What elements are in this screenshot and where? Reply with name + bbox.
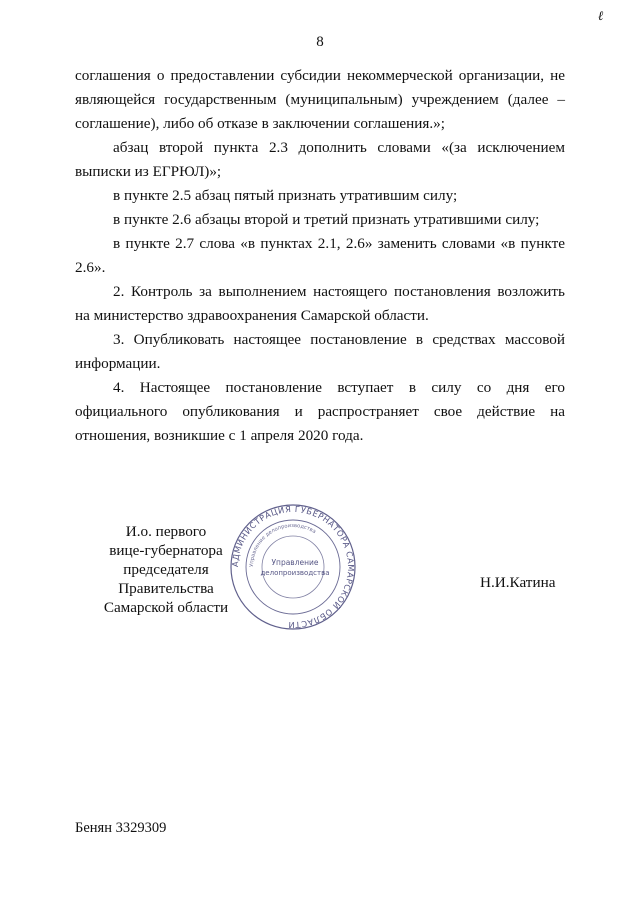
paragraph: в пункте 2.5 абзац пятый признать утратившим силу; — [113, 187, 458, 204]
paragraph-continuation: соглашения о предоставлении субсидии некоммерческой организации, не являющейся государственным (муниципальным) учреждением (далее – соглашение), либо об отказе в заключении соглашения.»; — [75, 67, 565, 132]
signatory-title-line: вице-губернатора — [109, 542, 223, 559]
corner-handwritten-mark: ℓ — [598, 8, 604, 23]
executor-contact: Бенян 3329309 — [75, 820, 167, 836]
signatory-title-line: Самарской области — [103, 599, 229, 616]
paragraph: в пункте 2.7 слова «в пунктах 2.1, 2.6» заменить словами «в пункте 2.6». — [75, 235, 565, 276]
official-seal-stamp — [229, 503, 357, 631]
paragraph-item-2: 2. Контроль за выполнением настоящего постановления возложить на министерство здравоохранения Самарской области. — [75, 283, 565, 324]
paragraph-item-3: 3. Опубликовать настоящее постановление в средствах массовой информации. — [75, 331, 565, 372]
signatory-name: Н.И.Катина — [480, 574, 556, 591]
paragraph-item-4: 4. Настоящее постановление вступает в силу со дня его официального опубликования и распространяет свое действие на отношения, возникшие с 1 апреля 2020 года. — [75, 379, 565, 444]
stamp-center-line: Управление — [271, 558, 319, 567]
signatory-title-line: И.о. первого — [125, 523, 207, 540]
signatory-title-line: председателя Правительства — [118, 561, 214, 597]
stamp-center-line: делопроизводства — [260, 569, 330, 577]
stamp-outer-text: АДМИНИСТРАЦИЯ ГУБЕРНАТОРА САМАРСКОЙ ОБЛАСТИ — [229, 503, 357, 631]
paragraph: в пункте 2.6 абзацы второй и третий признать утратившими силу; — [113, 211, 540, 228]
stamp-inner-text: Управление делопроизводства — [248, 522, 317, 568]
document-body — [75, 64, 565, 448]
paragraph: абзац второй пункта 2.3 дополнить словами «(за исключением выписки из ЕГРЮЛ)»; — [75, 139, 565, 180]
page-number: 8 — [316, 34, 324, 50]
